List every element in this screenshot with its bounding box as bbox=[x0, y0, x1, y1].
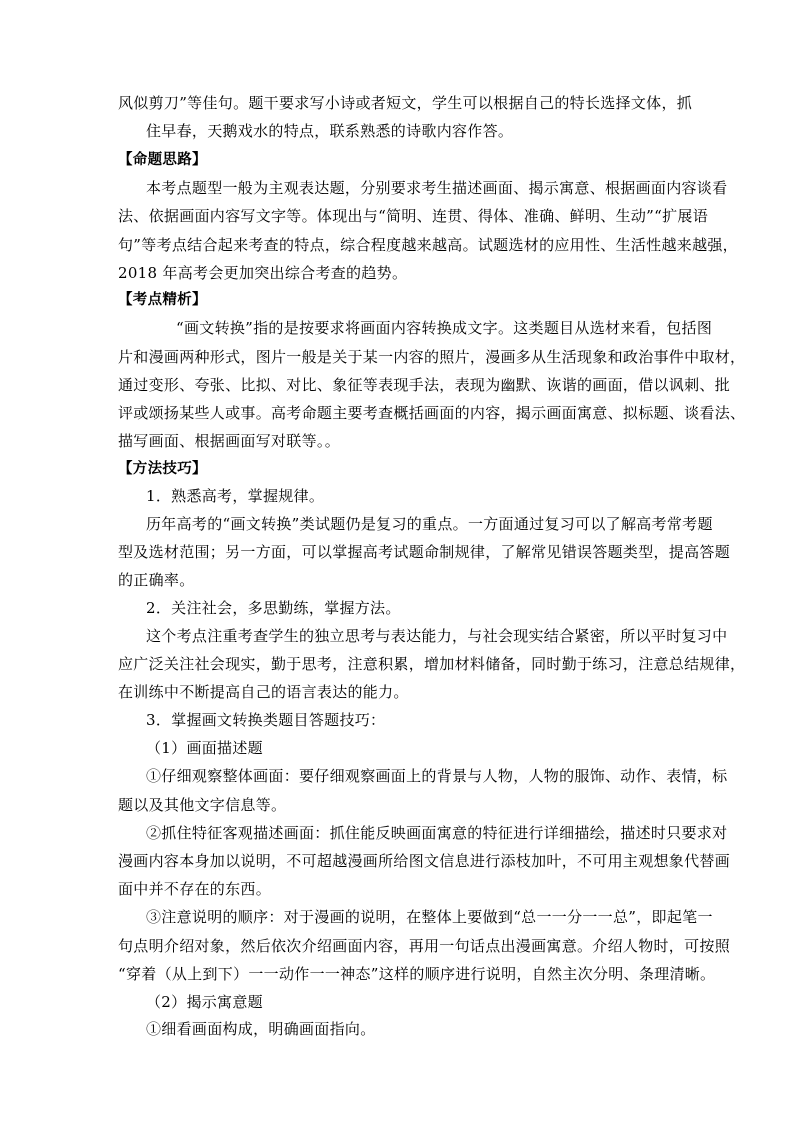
text-line: 住早春，天鹅戏水的特点，联系熟悉的诗歌内容作答。 bbox=[146, 122, 514, 140]
text-line: 1．熟悉高考，掌握规律。 bbox=[146, 487, 325, 505]
text-line: 应广泛关注社会现实，勤于思考，注意积累，增加材料储备，同时勤于练习，注意总结规律， bbox=[118, 655, 746, 673]
text-line: 本考点题型一般为主观表达题，分别要求考生描述画面、揭示寓意、根据画面内容谈看 bbox=[146, 179, 728, 197]
text-line: 句点明介绍对象，然后依次介绍画面内容，再用一句话点出漫画寓意。介绍人物时，可按照 bbox=[118, 937, 731, 955]
text-line: 历年高考的“画文转换”类试题仍是复习的重点。一方面通过复习可以了解高考常考题 bbox=[146, 515, 713, 533]
text-line: 2018 年高考会更加突出综合考查的趋势。 bbox=[118, 264, 408, 282]
text-line: 3．掌握画文转换类题目答题技巧： bbox=[146, 711, 386, 729]
text-line: 风似剪刀”等佳句。题干要求写小诗或者短文，学生可以根据自己的特长选择文体，抓 bbox=[118, 94, 693, 112]
section-heading: 【方法技巧】 bbox=[118, 461, 207, 477]
text-line: 句”等考点结合起来考查的特点，综合程度越来越高。试题选材的应用性、生活性越来越强， bbox=[118, 236, 738, 254]
section-heading: 【考点精析】 bbox=[118, 292, 207, 308]
text-line: 这个考点注重考查学生的独立思考与表达能力，与社会现实结合紧密，所以平时复习中 bbox=[146, 627, 728, 645]
section-heading: 【命题思路】 bbox=[118, 152, 207, 168]
text-line: 题以及其他文字信息等。 bbox=[118, 796, 287, 814]
text-line: ②抓住特征客观描述画面：抓住能反映画面寓意的特征进行详细描绘，描述时只要求对 bbox=[146, 824, 728, 842]
text-line: （1）画面描述题 bbox=[146, 739, 263, 757]
text-line: 通过变形、夸张、比拟、对比、象征等表现手法，表现为幽默、诙谐的画面，借以讽刺、批 bbox=[118, 376, 731, 394]
text-line: ③注意说明的顺序：对于漫画的说明，在整体上要做到“总一一分一一总”，即起笔一 bbox=[146, 908, 713, 926]
text-line: 评或颂扬某些人或事。高考命题主要考查概括画面的内容，揭示画面寓意、拟标题、谈看法、 bbox=[118, 404, 746, 422]
text-line: “穿着（从上到下）一一动作一一神态”这样的顺序进行说明，自然主次分明、条理清晰。 bbox=[118, 965, 716, 983]
text-line: ①细看画面构成，明确画面指向。 bbox=[146, 1020, 376, 1038]
text-line: 在训练中不断提高自己的语言表达的能力。 bbox=[118, 683, 409, 701]
text-line: 片和漫画两种形式，图片一般是关于某一内容的照片，漫画多从生活现象和政治事件中取材， bbox=[118, 348, 746, 366]
text-line: 漫画内容本身加以说明，不可超越漫画所给图文信息进行添枝加叶，不可用主观想象代替画 bbox=[118, 852, 731, 870]
text-line: 面中并不存在的东西。 bbox=[118, 880, 272, 898]
text-line: 的正确率。 bbox=[118, 571, 195, 589]
text-line: 描写画面、根据画面写对联等。。 bbox=[118, 432, 341, 450]
text-line: 法、依据画面内容写文字等。体现出与“简明、连贯、得体、准确、鲜明、生动”“扩展语 bbox=[118, 207, 709, 225]
text-line: 2．关注社会，多思勤练，掌握方法。 bbox=[146, 599, 401, 617]
text-line: （2）揭示寓意题 bbox=[146, 993, 263, 1011]
text-line: ①仔细观察整体画面：要仔细观察画面上的背景与人物，人物的服饰、动作、表情，标 bbox=[146, 767, 728, 785]
text-line: “画文转换”指的是按要求将画面内容转换成文字。这类题目从选材来看，包括图 bbox=[176, 319, 713, 337]
text-line: 型及选材范围；另一方面，可以掌握高考试题命制规律，了解常见错误答题类型，提高答题 bbox=[118, 543, 731, 561]
